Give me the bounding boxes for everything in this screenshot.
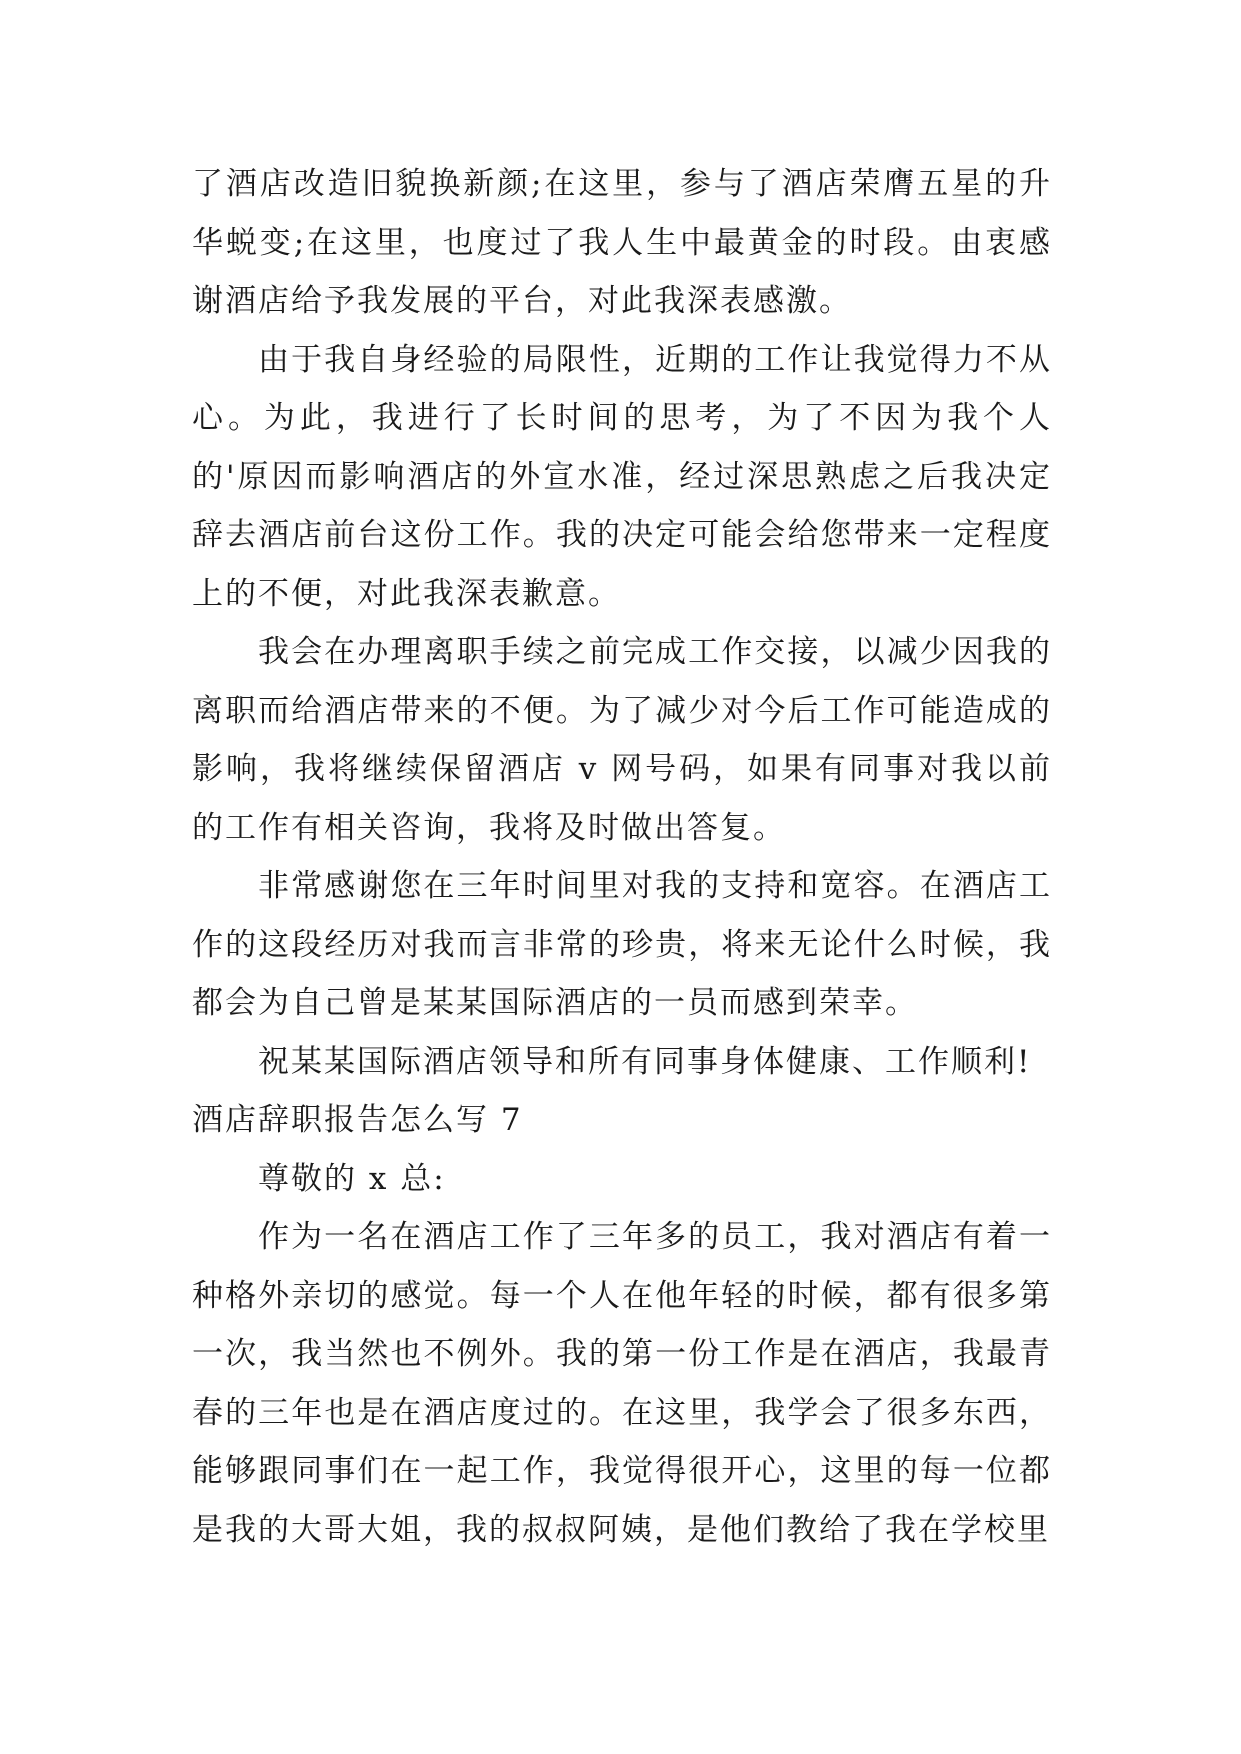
paragraph: 我会在办理离职手续之前完成工作交接，以减少因我的离职而给酒店带来的不便。为了减少对今后工作可能造成的影响，我将继续保留酒店 v 网号码，如果有同事对我以前的工作有相关咨询，我将及时做出答复。 [192, 634, 1052, 846]
document-page [192, 155, 1052, 1559]
section-heading: 酒店辞职报告怎么写 7 [192, 1102, 523, 1138]
paragraph: 非常感谢您在三年时间里对我的支持和宽容。在酒店工作的这段经历对我而言非常的珍贵，将来无论什么时候，我都会为自己曾是某某国际酒店的一员而感到荣幸。 [192, 868, 1052, 1021]
paragraph: 祝某某国际酒店领导和所有同事身体健康、工作顺利! [258, 1043, 1032, 1080]
salutation: 尊敬的 x 总: [258, 1160, 446, 1197]
paragraph: 作为一名在酒店工作了三年多的员工，我对酒店有着一种格外亲切的感觉。每一个人在他年轻的时候，都有很多第一次，我当然也不例外。我的第一份工作是在酒店，我最青春的三年也是在酒店度过的。在这里，我学会了很多东西，能够跟同事们在一起工作，我觉得很开心，这里的每一位都是我的大哥大姐，我的叔叔阿姨，是他们教给了我在学校里 [192, 1219, 1052, 1548]
paragraph: 了酒店改造旧貌换新颜;在这里，参与了酒店荣膺五星的升华蜕变;在这里，也度过了我人生中最黄金的时段。由衷感谢酒店给予我发展的平台，对此我深表感激。 [192, 166, 1052, 319]
paragraph: 由于我自身经验的局限性，近期的工作让我觉得力不从心。为此，我进行了长时间的思考，为了不因为我个人的'原因而影响酒店的外宣水准，经过深思熟虑之后我决定辞去酒店前台这份工作。我的决定可能会给您带来一定程度上的不便，对此我深表歉意。 [192, 341, 1052, 612]
